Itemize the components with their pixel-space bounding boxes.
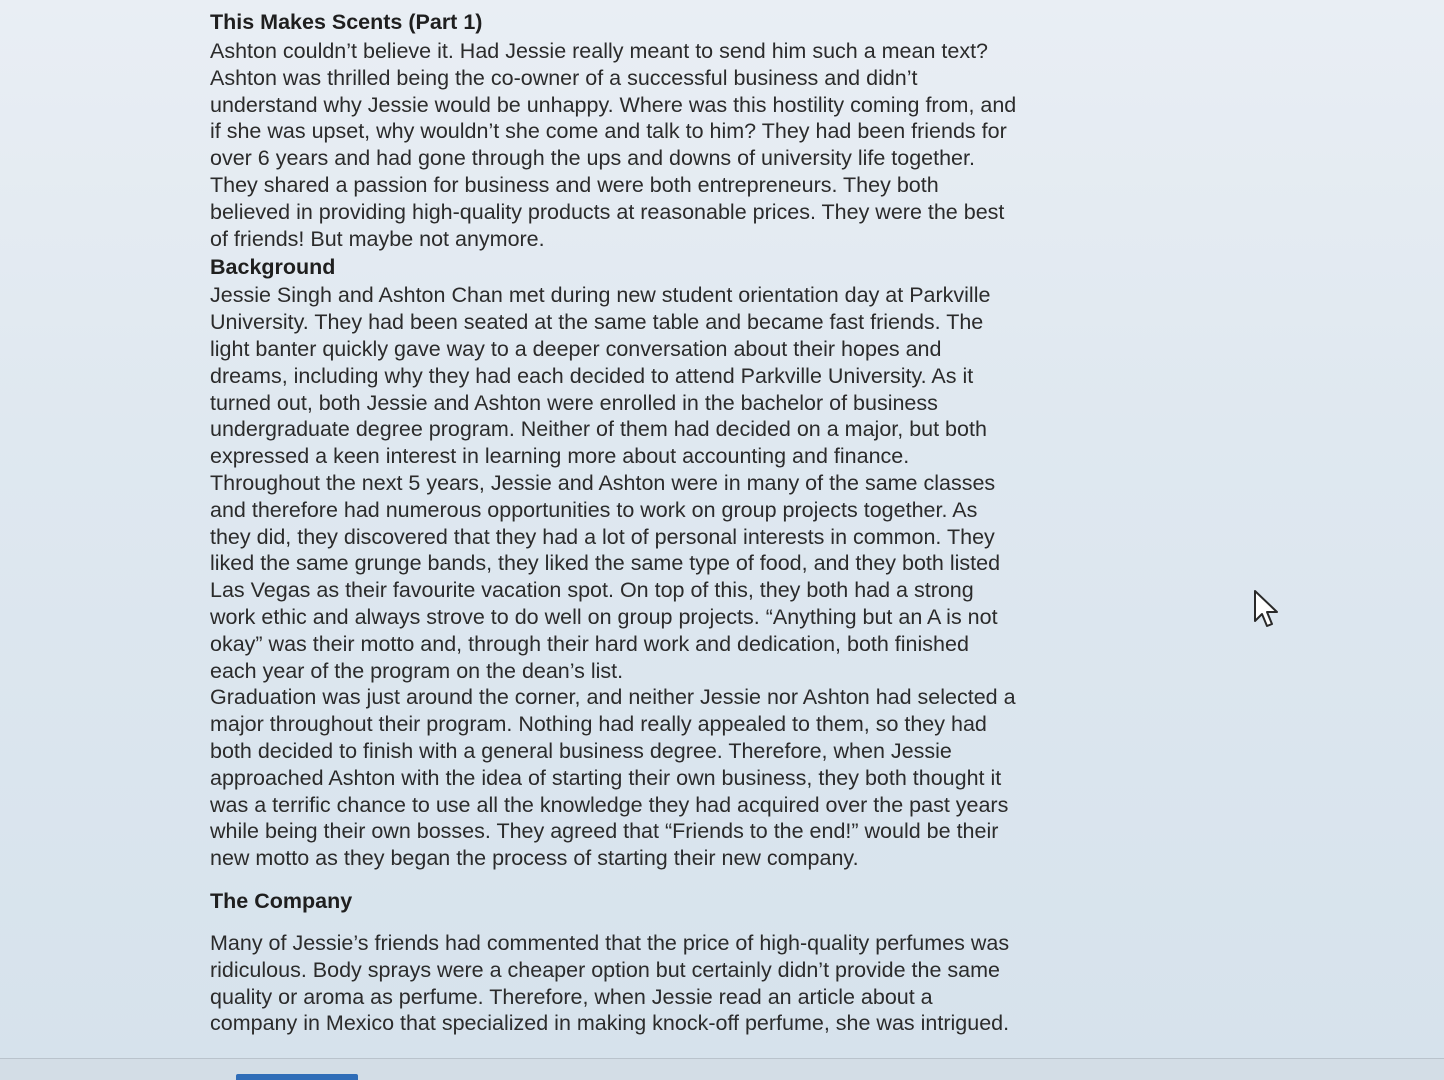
background-paragraph-1: Jessie Singh and Ashton Chan met during new student orientation day at Parkville University. They had been seated at the same table and became fast friends. The light banter quickly gave way to a deeper conversation about their hopes and dreams, including why they had each decided to attend Parkville University. As it turned out, both Jessie and Ashton were enrolled in the bachelor of business undergraduate degree program. Neither of them had decided on a major, but both expressed a keen interest in learning more about accounting and finance.: [210, 283, 991, 469]
background-heading: Background: [210, 255, 336, 280]
company-heading: The Company: [210, 888, 353, 913]
bottom-toolbar-strip: [0, 1059, 1444, 1080]
document-title: This Makes Scents (Part 1): [210, 10, 483, 34]
bottom-tab-indicator[interactable]: [236, 1074, 358, 1080]
mouse-pointer-icon: [1250, 588, 1284, 630]
background-paragraph-3: Graduation was just around the corner, and neither Jessie nor Ashton had selected a major throughout their program. Nothing had really appealed to them, so they had both decided to finish with a general business degree. Therefore, when Jessie approached Ashton with the idea of starting their own business, they both thought it was a terrific chance to use all the knowledge they had acquired over the past years while being their own bosses. They agreed that “Friends to the end!” would be their new motto as they began the process of starting their new company.: [210, 685, 1016, 871]
document-body: [210, 6, 1140, 1037]
company-paragraph-1: Many of Jessie’s friends had commented that the price of high-quality perfumes was ridiculous. Body sprays were a cheaper option but certainly didn’t provide the same quality or aroma as perfume. Therefore, when Jessie read an article about a company in Mexico that specialized in making knock-off perfume, she was intrigued.: [210, 930, 1010, 1036]
background-paragraph-2: Throughout the next 5 years, Jessie and Ashton were in many of the same classes and therefore had numerous opportunities to work on group projects together. As they did, they discovered that they had a lot of personal interests in common. They liked the same grunge bands, they liked the same type of food, and they both listed Las Vegas as their favourite vacation spot. On top of this, they both had a strong work ethic and always strove to do well on group projects. “Anything but an A is not okay” was their motto and, through their hard work and dedication, both finished each year of the program on the dean’s list.: [210, 470, 1001, 683]
intro-paragraph: Ashton couldn’t believe it. Had Jessie really meant to send him such a mean text? Ashton was thrilled being the co-owner of a successful business and didn’t understand why Jessie would be unhappy. Where was this hostility coming from, and if she was upset, why wouldn’t she come and talk to him? They had been friends for over 6 years and had gone through the ups and downs of university life together. They shared a passion for business and were both entrepreneurs. They both believed in providing high-quality products at reasonable prices. They were the best of friends! But maybe not anymore.: [210, 39, 1017, 251]
